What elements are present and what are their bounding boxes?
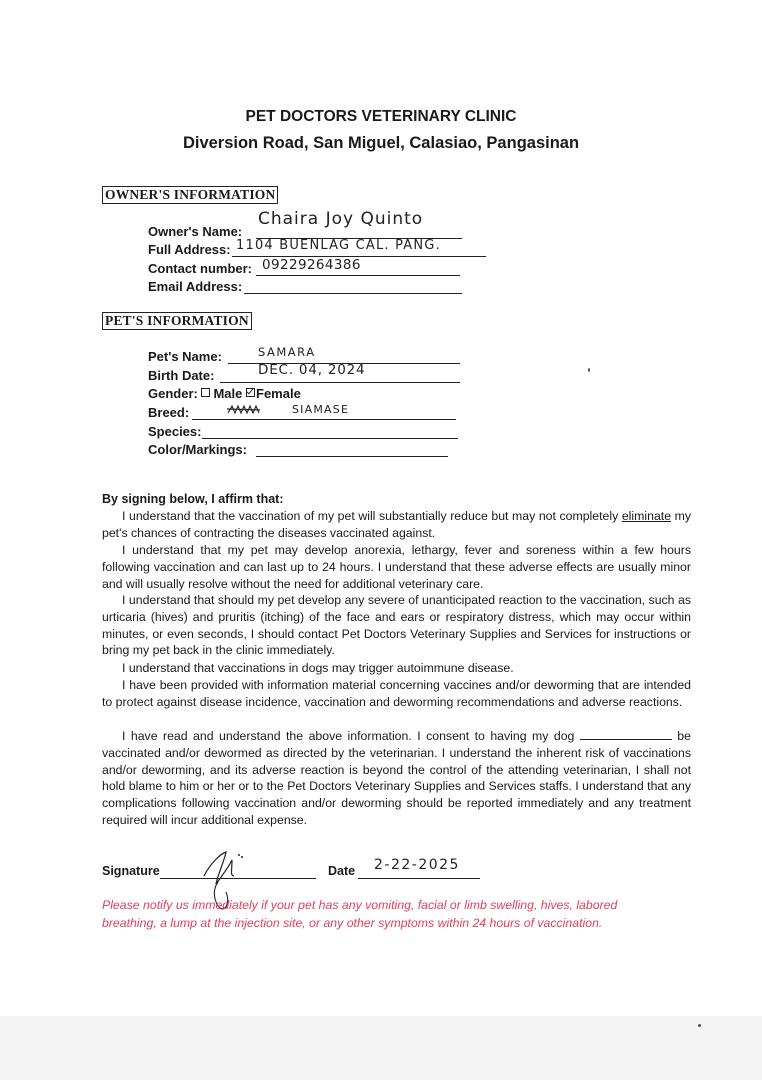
gender-label: Gender: bbox=[148, 386, 198, 401]
affirmation-paragraph-1 bbox=[102, 508, 691, 542]
vaccination-notice: Please notify us immediately if your pet has any vomiting, facial or limb swelling, hives, labored breathing, a lump at the injection site, or any other symptoms within 24 hours of vaccination. bbox=[102, 898, 618, 930]
owner-name-field bbox=[148, 224, 242, 240]
color-line[interactable] bbox=[256, 442, 448, 457]
breed-field bbox=[148, 405, 189, 421]
pet-name-field bbox=[148, 349, 222, 365]
paragraph-6-text-b: be vaccinated and/or dewormed as directed by the veterinarian. I understand the inherent risk of vaccinations and/or deworming, and its adverse reaction is beyond the control of the attending veterinarian, I shall not hold blame to him or her or to the Pet Doctors Veterinary Supplies and Services staffs. I understand that any complications following vaccination and/or deworming should be reported immediately and any treatment required will incur additional expense. bbox=[102, 729, 691, 827]
email-line[interactable] bbox=[244, 279, 462, 294]
breed-label: Breed: bbox=[148, 405, 190, 420]
breed-value: SIAMASE bbox=[292, 403, 350, 416]
species-line[interactable] bbox=[202, 424, 458, 439]
scan-speck bbox=[588, 368, 590, 372]
species-field bbox=[148, 424, 201, 440]
contact-label: Contact number: bbox=[148, 261, 252, 276]
clinic-address: Diversion Road, San Miguel, Calasiao, Pangasinan bbox=[182, 134, 580, 152]
email-label: Email Address: bbox=[148, 279, 243, 294]
gender-field bbox=[148, 386, 301, 402]
birth-date-label: Birth Date: bbox=[148, 368, 215, 383]
clinic-name: PET DOCTORS VETERINARY CLINIC bbox=[245, 108, 517, 125]
scan-bottom-edge bbox=[0, 1016, 762, 1080]
male-label: Male bbox=[213, 386, 243, 401]
affirmation-paragraph-4: I understand that vaccinations in dogs may trigger autoimmune disease. bbox=[122, 661, 514, 675]
affirmation-heading: By signing below, I affirm that: bbox=[102, 492, 284, 506]
color-field bbox=[148, 442, 247, 458]
species-label: Species: bbox=[148, 424, 202, 439]
pet-name-label: Pet's Name: bbox=[148, 349, 222, 364]
owner-name-value: Chaira Joy Quinto bbox=[258, 209, 424, 229]
contact-value: 09229264386 bbox=[262, 257, 361, 273]
address-label: Full Address: bbox=[148, 242, 231, 257]
male-checkbox[interactable] bbox=[201, 388, 210, 397]
pet-section-title: PET'S INFORMATION bbox=[102, 312, 252, 330]
paragraph-6-text-a: I have read and understand the above information. I consent to having my dog bbox=[122, 729, 580, 743]
paragraph-1-text-b: my pet's chances of contracting the diseases vaccinated against. bbox=[102, 509, 692, 540]
date-value: 2-22-2025 bbox=[374, 857, 460, 873]
crossed-out-scribble bbox=[226, 402, 262, 418]
affirmation-paragraph-5: I have been provided with information material concerning vaccines and/or deworming that are intended to protect against disease incidence, vaccination and deworming recommendations and adverse reactions. bbox=[102, 678, 691, 709]
signature-label: Signature bbox=[102, 864, 160, 878]
color-label: Color/Markings: bbox=[148, 442, 247, 457]
paragraph-1-text-a: I understand that the vaccination of my pet will substantially reduce but may not completely bbox=[122, 509, 622, 523]
address-value: 1104 BUENLAG CAL. PANG. bbox=[236, 238, 441, 253]
date-label: Date bbox=[328, 864, 356, 878]
scan-speck bbox=[698, 1024, 701, 1027]
owner-section-title: OWNER'S INFORMATION bbox=[102, 186, 278, 204]
contact-field bbox=[148, 261, 252, 277]
affirmation-paragraph-3: I understand that should my pet develop any severe of unanticipated reaction to the vaccination, such as urticaria (hives) and pruritis (itching) of the face and ears or respiratory distress, which may occur within minutes, or even seconds, I should contact Pet Doctors Veterinary Supplies and Services for instructions or bring my pet back in the clinic immediately. bbox=[102, 593, 691, 658]
address-field bbox=[148, 242, 231, 258]
birth-date-value: DEC. 04, 2024 bbox=[258, 362, 366, 378]
birth-date-field bbox=[148, 368, 214, 384]
owner-name-label: Owner's Name: bbox=[148, 224, 243, 239]
female-label: Female bbox=[256, 386, 301, 401]
affirmation-paragraph-2: I understand that my pet may develop anorexia, lethargy, fever and soreness within a few hours following vaccination and can last up to 24 hours. I understand that these adverse effects are usually minor and will usually resolve without the need for additional veterinary care. bbox=[102, 543, 691, 591]
pet-name-value: SAMARA bbox=[258, 345, 316, 359]
female-checkbox-checked[interactable] bbox=[246, 388, 255, 397]
email-field bbox=[148, 279, 242, 295]
paragraph-1-underlined: eliminate bbox=[621, 509, 672, 523]
affirmation-paragraph-6 bbox=[102, 728, 691, 829]
dog-name-blank[interactable] bbox=[580, 729, 672, 740]
